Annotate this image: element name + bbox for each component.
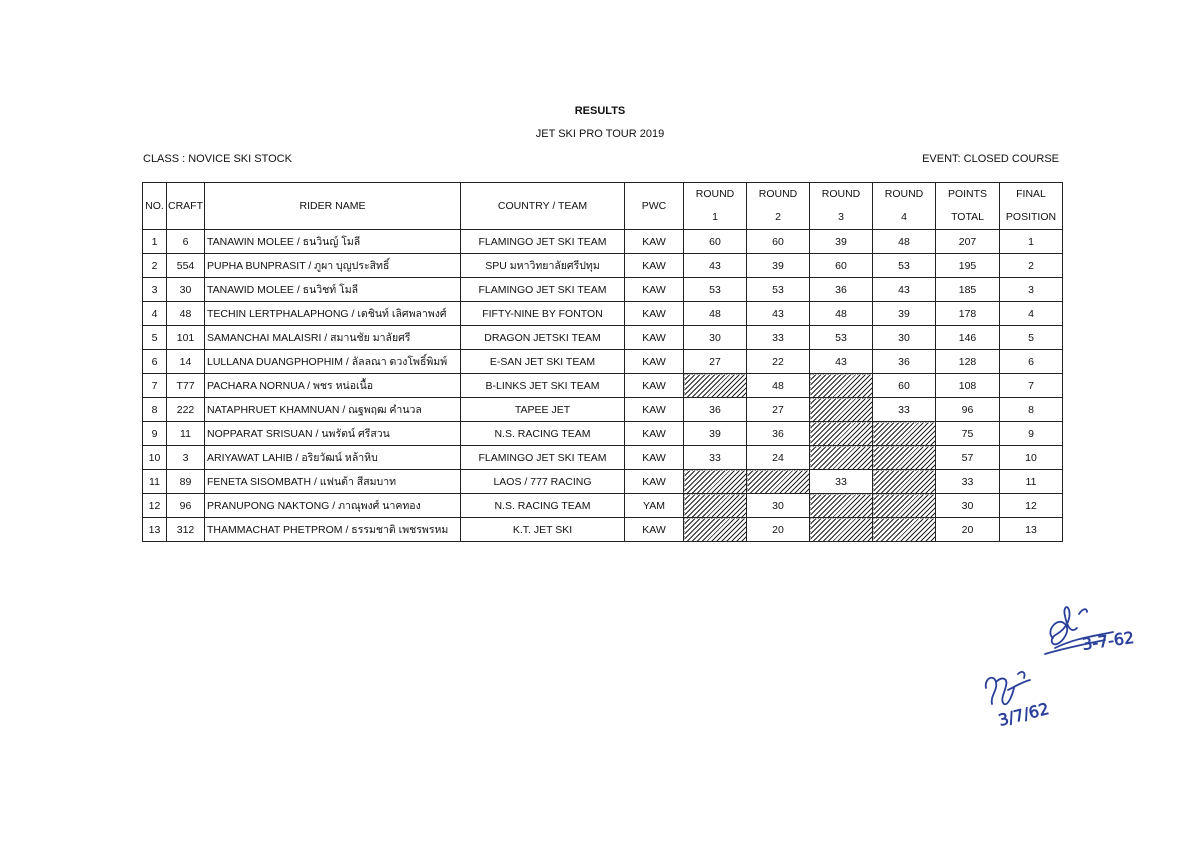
row-team: FLAMINGO JET SKI TEAM	[461, 278, 625, 302]
row-rider-name: THAMMACHAT PHETPROM / ธรรมชาติ เพชรพรหม	[205, 518, 461, 542]
row-round2: 39	[747, 254, 810, 278]
row-pwc: KAW	[625, 422, 684, 446]
row-points-total: 178	[936, 302, 1000, 326]
row-round3: 36	[810, 278, 873, 302]
row-round2: 53	[747, 278, 810, 302]
row-points-total: 75	[936, 422, 1000, 446]
row-round4	[873, 470, 936, 494]
row-round2: 30	[747, 494, 810, 518]
row-round2: 36	[747, 422, 810, 446]
row-round3: 53	[810, 326, 873, 350]
document-title: RESULTS	[574, 105, 626, 117]
row-pwc: KAW	[625, 278, 684, 302]
table-row	[143, 422, 1063, 446]
row-round3: 39	[810, 230, 873, 254]
row-no: 8	[143, 398, 167, 422]
row-round4	[873, 518, 936, 542]
row-no: 7	[143, 374, 167, 398]
event-label: EVENT: CLOSED COURSE	[922, 153, 1059, 165]
row-craft: 101	[167, 326, 205, 350]
row-round3: 43	[810, 350, 873, 374]
row-round1	[684, 374, 747, 398]
row-points-total: 108	[936, 374, 1000, 398]
row-rider-name: NATAPHRUET KHAMNUAN / ณฐพฤฒ คำนวล	[205, 398, 461, 422]
table-row	[143, 326, 1063, 350]
row-round4	[873, 446, 936, 470]
row-round1: 60	[684, 230, 747, 254]
row-no: 3	[143, 278, 167, 302]
row-round3: 33	[810, 470, 873, 494]
row-final-position: 9	[1000, 422, 1063, 446]
row-team: B-LINKS JET SKI TEAM	[461, 374, 625, 398]
class-label: CLASS : NOVICE SKI STOCK	[143, 153, 292, 165]
row-round2: 60	[747, 230, 810, 254]
row-round1	[684, 518, 747, 542]
row-team: FLAMINGO JET SKI TEAM	[461, 446, 625, 470]
col-pwc-header: PWC	[625, 183, 684, 230]
row-craft: 96	[167, 494, 205, 518]
col-round3-header: ROUND 3	[810, 183, 873, 230]
row-craft: 14	[167, 350, 205, 374]
row-round1: 33	[684, 446, 747, 470]
row-no: 12	[143, 494, 167, 518]
row-round3: 60	[810, 254, 873, 278]
row-no: 6	[143, 350, 167, 374]
table-row	[143, 350, 1063, 374]
table-row	[143, 254, 1063, 278]
row-round1: 48	[684, 302, 747, 326]
row-round2	[747, 470, 810, 494]
row-rider-name: PRANUPONG NAKTONG / ภาณุพงศ์ นาคทอง	[205, 494, 461, 518]
row-no: 2	[143, 254, 167, 278]
table-row	[143, 470, 1063, 494]
row-final-position: 12	[1000, 494, 1063, 518]
row-round1: 53	[684, 278, 747, 302]
row-round2: 48	[747, 374, 810, 398]
row-round4: 43	[873, 278, 936, 302]
row-points-total: 146	[936, 326, 1000, 350]
row-rider-name: TECHIN LERTPHALAPHONG / เตชินท์ เลิศพลาพงศ์	[205, 302, 461, 326]
row-craft: 30	[167, 278, 205, 302]
row-round3: 48	[810, 302, 873, 326]
row-points-total: 33	[936, 470, 1000, 494]
table-row	[143, 494, 1063, 518]
row-round3	[810, 374, 873, 398]
row-final-position: 10	[1000, 446, 1063, 470]
row-round3	[810, 446, 873, 470]
row-no: 11	[143, 470, 167, 494]
row-pwc: KAW	[625, 302, 684, 326]
row-points-total: 207	[936, 230, 1000, 254]
row-pwc: KAW	[625, 326, 684, 350]
row-craft: 312	[167, 518, 205, 542]
row-no: 4	[143, 302, 167, 326]
row-round1	[684, 494, 747, 518]
row-round4: 60	[873, 374, 936, 398]
col-rider-header: RIDER NAME	[205, 183, 461, 230]
row-team: FIFTY-NINE BY FONTON	[461, 302, 625, 326]
row-rider-name: NOPPARAT SRISUAN / นพรัตน์ ศรีสวน	[205, 422, 461, 446]
table-row	[143, 302, 1063, 326]
col-round2-header: ROUND 2	[747, 183, 810, 230]
col-round1-header: ROUND 1	[684, 183, 747, 230]
row-rider-name: ARIYAWAT LAHIB / อริยวัฒน์ หล้าหิบ	[205, 446, 461, 470]
row-round4: 36	[873, 350, 936, 374]
row-round4: 33	[873, 398, 936, 422]
row-round3	[810, 398, 873, 422]
row-round3	[810, 518, 873, 542]
row-round2: 27	[747, 398, 810, 422]
row-pwc: KAW	[625, 230, 684, 254]
row-rider-name: PUPHA BUNPRASIT / ภูผา บุญประสิทธิ์	[205, 254, 461, 278]
row-no: 10	[143, 446, 167, 470]
row-craft: 6	[167, 230, 205, 254]
header-row	[143, 183, 1063, 230]
row-craft: 89	[167, 470, 205, 494]
col-craft-header: CRAFT	[167, 183, 205, 230]
row-round4: 30	[873, 326, 936, 350]
document-subtitle: JET SKI PRO TOUR 2019	[535, 128, 665, 140]
svg-text:3-7-62: 3-7-62	[1080, 627, 1136, 654]
row-round2: 22	[747, 350, 810, 374]
row-final-position: 11	[1000, 470, 1063, 494]
row-team: TAPEE JET	[461, 398, 625, 422]
row-no: 1	[143, 230, 167, 254]
row-rider-name: LULLANA DUANGPHOPHIM / ลัลลณา ดวงโพธิ์พิมพ์	[205, 350, 461, 374]
row-final-position: 2	[1000, 254, 1063, 278]
row-round4	[873, 422, 936, 446]
row-final-position: 1	[1000, 230, 1063, 254]
row-round2: 24	[747, 446, 810, 470]
handwritten-signature-upper	[1035, 598, 1155, 668]
row-team: LAOS / 777 RACING	[461, 470, 625, 494]
row-craft: T77	[167, 374, 205, 398]
table-row	[143, 398, 1063, 422]
row-final-position: 13	[1000, 518, 1063, 542]
row-no: 5	[143, 326, 167, 350]
row-points-total: 57	[936, 446, 1000, 470]
row-pwc: KAW	[625, 254, 684, 278]
row-pwc: KAW	[625, 350, 684, 374]
row-craft: 554	[167, 254, 205, 278]
row-team: K.T. JET SKI	[461, 518, 625, 542]
row-round2: 20	[747, 518, 810, 542]
col-team-header: COUNTRY / TEAM	[461, 183, 625, 230]
handwritten-signature-lower	[978, 660, 1078, 740]
col-no-header: NO.	[143, 183, 167, 230]
row-final-position: 3	[1000, 278, 1063, 302]
row-final-position: 5	[1000, 326, 1063, 350]
table-row	[143, 446, 1063, 470]
row-round2: 33	[747, 326, 810, 350]
table-row	[143, 230, 1063, 254]
table-row	[143, 374, 1063, 398]
table-row	[143, 278, 1063, 302]
row-pwc: KAW	[625, 398, 684, 422]
row-final-position: 6	[1000, 350, 1063, 374]
row-points-total: 96	[936, 398, 1000, 422]
row-rider-name: TANAWIN MOLEE / ธนวินญ์ โมลี	[205, 230, 461, 254]
row-points-total: 195	[936, 254, 1000, 278]
row-round1: 43	[684, 254, 747, 278]
row-craft: 3	[167, 446, 205, 470]
row-points-total: 30	[936, 494, 1000, 518]
row-round4: 48	[873, 230, 936, 254]
row-round1: 30	[684, 326, 747, 350]
row-round4	[873, 494, 936, 518]
row-round1	[684, 470, 747, 494]
row-team: E-SAN JET SKI TEAM	[461, 350, 625, 374]
row-craft: 48	[167, 302, 205, 326]
row-pwc: KAW	[625, 470, 684, 494]
row-no: 9	[143, 422, 167, 446]
row-final-position: 8	[1000, 398, 1063, 422]
row-round2: 43	[747, 302, 810, 326]
row-pwc: KAW	[625, 446, 684, 470]
row-team: FLAMINGO JET SKI TEAM	[461, 230, 625, 254]
row-round3	[810, 494, 873, 518]
row-no: 13	[143, 518, 167, 542]
row-craft: 11	[167, 422, 205, 446]
row-pwc: YAM	[625, 494, 684, 518]
row-final-position: 4	[1000, 302, 1063, 326]
row-team: N.S. RACING TEAM	[461, 422, 625, 446]
row-rider-name: PACHARA NORNUA / พชร หน่อเนื้อ	[205, 374, 461, 398]
row-team: SPU มหาวิทยาลัยศรีปทุม	[461, 254, 625, 278]
col-final-header: FINAL POSITION	[1000, 183, 1063, 230]
row-round4: 39	[873, 302, 936, 326]
row-points-total: 20	[936, 518, 1000, 542]
row-points-total: 128	[936, 350, 1000, 374]
row-team: DRAGON JETSKI TEAM	[461, 326, 625, 350]
row-team: N.S. RACING TEAM	[461, 494, 625, 518]
results-table	[142, 182, 1063, 542]
table-row	[143, 518, 1063, 542]
row-pwc: KAW	[625, 374, 684, 398]
row-rider-name: FENETA SISOMBATH / แฟนต้า สีสมบาท	[205, 470, 461, 494]
row-round1: 39	[684, 422, 747, 446]
row-rider-name: SAMANCHAI MALAISRI / สมานชัย มาลัยศรี	[205, 326, 461, 350]
row-round4: 53	[873, 254, 936, 278]
row-pwc: KAW	[625, 518, 684, 542]
row-round1: 27	[684, 350, 747, 374]
row-round1: 36	[684, 398, 747, 422]
row-round3	[810, 422, 873, 446]
row-final-position: 7	[1000, 374, 1063, 398]
row-points-total: 185	[936, 278, 1000, 302]
svg-text:3/7/62: 3/7/62	[996, 698, 1051, 730]
row-rider-name: TANAWID MOLEE / ธนวิชท์ โมลี	[205, 278, 461, 302]
col-round4-header: ROUND 4	[873, 183, 936, 230]
col-points-header: POINTS TOTAL	[936, 183, 1000, 230]
row-craft: 222	[167, 398, 205, 422]
